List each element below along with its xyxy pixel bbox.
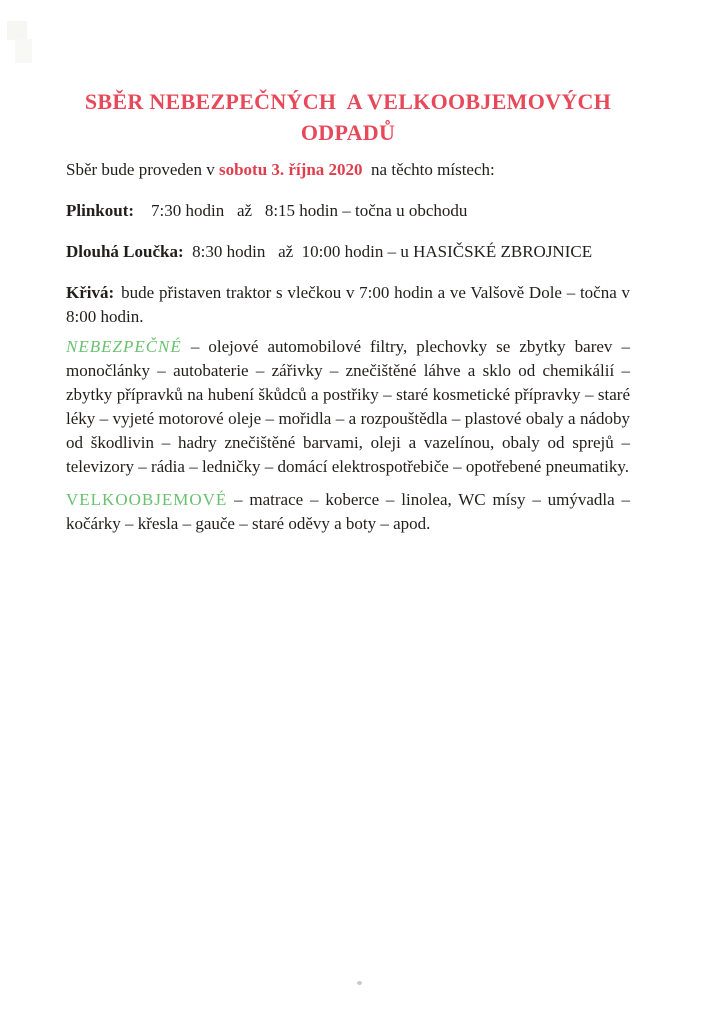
hazardous-label: NEBEZPEČNÉ [66, 337, 182, 356]
location-details: bude přistaven traktor s vlečkou v 7:00 hodin a ve Valšově Dole – točna v 8:00 hodin. [66, 283, 630, 326]
page-title [66, 86, 630, 148]
bulky-items: – matrace – koberce – linolea, WC mísy – umývadla – kočárky – křesla – gauče – staré oděvy a boty – apod. [66, 490, 630, 533]
bulky-waste-paragraph [66, 488, 630, 536]
scan-artifact [7, 21, 27, 40]
scan-speck [357, 981, 362, 985]
bulky-label: VELKOOBJEMOVÉ [66, 490, 228, 509]
location-name: Plinkout: [66, 201, 135, 220]
hazardous-waste-paragraph [66, 335, 630, 479]
location-name: Křivá: [66, 283, 115, 302]
location-details: 8:30 hodin až 10:00 hodin – u HASIČSKÉ ZBROJNICE [183, 242, 593, 261]
intro-prefix: Sběr bude proveden v [66, 160, 219, 179]
scan-artifact [15, 39, 32, 63]
document-content [66, 0, 630, 536]
intro-line [66, 158, 630, 182]
location-name: Dlouhá Loučka: [66, 242, 184, 261]
location-row-kriva [66, 281, 630, 329]
intro-suffix: na těchto místech: [362, 160, 495, 179]
title-line-1: SBĚR NEBEZPEČNÝCH A VELKOOBJEMOVÝCH [84, 89, 612, 114]
location-row-dlouha-loucka [66, 240, 630, 264]
hazardous-items: – olejové automobilové filtry, plechovky se zbytky barev – monočlánky – autobaterie – zářivky – znečištěné láhve a sklo od chemikálií – zbytky přípravků na hubení škůdců a postřiky – staré kosmetické přípravky – staré léky – vyjeté motorové oleje – mořidla – a rozpouštědla – plastové obaly a nádoby od škodlivin – hadry znečištěné barvami, oleji a vazelínou, obaly od sprejů – televizory – rádia – ledničky – domácí elektrospotřebiče – opotřebené pneumatiky. [66, 337, 630, 476]
collection-date: sobotu 3. října 2020 [218, 160, 363, 179]
location-row-plinkout [66, 199, 630, 223]
title-line-2: ODPADŮ [300, 120, 396, 145]
location-details: 7:30 hodin až 8:15 hodin – točna u obchodu [134, 201, 468, 220]
